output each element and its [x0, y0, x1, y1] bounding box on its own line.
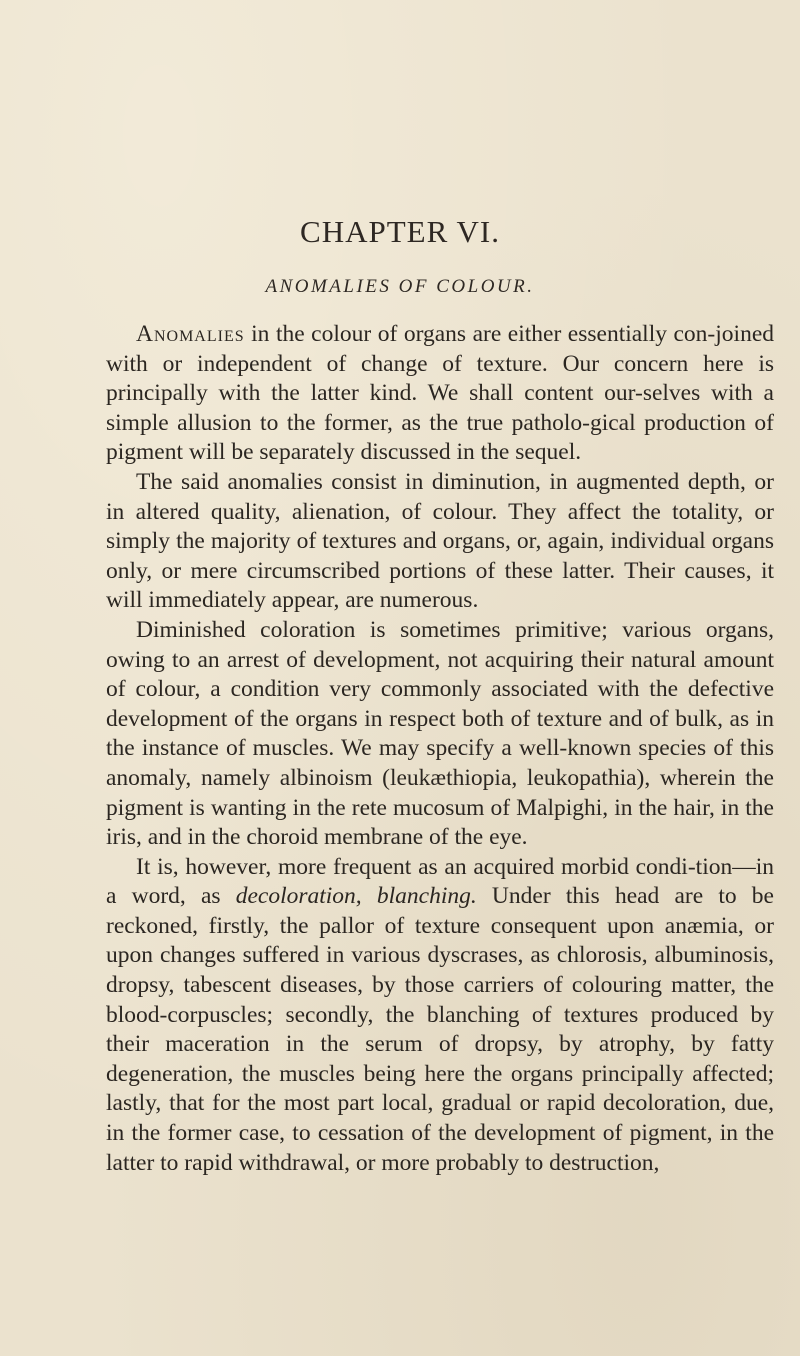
- chapter-title: CHAPTER VI.: [300, 214, 500, 249]
- paragraph-1-text: in the colour of organs are either essentially con-joined with or independent of change of texture. Our concern here is principally with the latter kind. We shall content our-selves with a simple allusion to the former, as the true patholo-gical production of pigment will be separately discussed in the sequel.: [106, 321, 774, 466]
- paragraph-4-italic-term: decoloration, blanching.: [235, 883, 477, 910]
- body-text: [106, 320, 774, 1178]
- paragraph-4: [106, 853, 774, 1179]
- section-title: ANOMALIES OF COLOUR.: [265, 276, 535, 297]
- paragraph-4-text-after: Under this head are to be reckoned, firstly, the pallor of texture consequent upon anæmia, or upon changes suffered in various dyscrases, as chlorosis, albuminosis, dropsy, tabescent diseases, by those carriers of colouring matter, the blood-corpuscles; secondly, the blanching of textures produced by their maceration in the serum of dropsy, by atrophy, by fatty degeneration, the muscles being here the organs principally affected; lastly, that for the most part local, gradual or rapid decoloration, due, in the former case, to cessation of the development of pigment, in the latter to rapid withdrawal, or more probably to destruction,: [106, 883, 774, 1176]
- paragraph-1: [106, 320, 774, 468]
- paragraph-3: Diminished coloration is sometimes primitive; various organs, owing to an arrest of development, not acquiring their natural amount of colour, a condition very commonly associated with the defective development of the organs in respect both of texture and of bulk, as in the instance of muscles. We may specify a well-known species of this anomaly, namely albinoism (leukæthiopia, leukopathia), wherein the pigment is wanting in the rete mucosum of Malpighi, in the hair, in the iris, and in the choroid membrane of the eye.: [106, 616, 774, 851]
- paragraph-lead-word: Anomalies: [136, 321, 245, 347]
- paragraph-4-text-before: It is, however, more frequent as an acquired morbid condi-tion—in a word, as: [106, 853, 774, 910]
- paragraph-2: The said anomalies consist in diminution, in augmented depth, or in altered quality, alienation, of colour. They affect the totality, or simply the majority of textures and organs, or, again, individual organs only, or mere circumscribed portions of these latter. Their causes, it will immediately appear, are numerous.: [106, 468, 774, 614]
